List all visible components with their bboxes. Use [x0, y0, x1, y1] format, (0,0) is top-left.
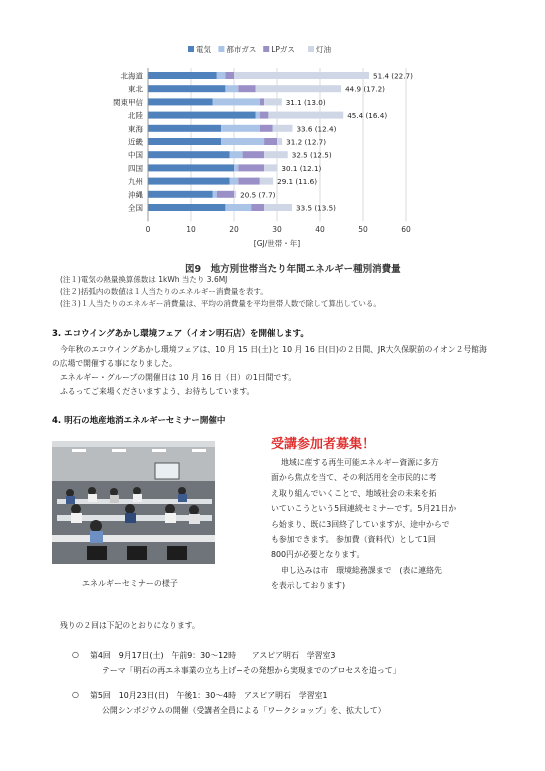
- tick-label: 60: [401, 225, 411, 235]
- legend-label: 灯油: [316, 45, 331, 54]
- tick-label: 10: [186, 225, 196, 235]
- seminar-photo-illustration: [52, 441, 215, 564]
- bar-segment: [148, 151, 230, 158]
- legend-swatch: [218, 46, 224, 52]
- schedule-session-4-theme: テーマ「明石の再エネ事業の立ち上げ−その発想から実現までのプロセスを追って」: [102, 666, 401, 675]
- note-2: (注２)括弧内の数値は１人当たりのエネルギー消費量を表す。: [60, 287, 268, 296]
- bar-segment: [225, 72, 234, 79]
- description-line: 申し込みは市 環境総務課まで (表に連絡先: [281, 565, 442, 575]
- bar-segment: [260, 112, 269, 119]
- section4-title: 4. 明石の地産地消エネルギーセミナー開催中: [52, 416, 226, 426]
- value-label: 31.1 (13.0): [285, 97, 326, 107]
- bar-segment: [213, 191, 217, 198]
- bar-segment: [217, 72, 226, 79]
- section3-line-3: エネルギー・グループの開催日は 10 月 16 日（日）の1日間です。: [60, 373, 297, 382]
- category-label: 沖縄: [128, 190, 143, 200]
- legend-swatch: [188, 46, 194, 52]
- bar-segment: [148, 98, 213, 105]
- category-label: 全国: [128, 203, 143, 213]
- energy-consumption-chart: [105, 38, 450, 278]
- bar-segment: [225, 204, 251, 211]
- description-line: を表示しております): [271, 581, 346, 591]
- note-3: (注３)１人当たりのエネルギー消費量は、平均の消費量を平均世帯人数で除して算出している。: [60, 299, 381, 308]
- legend-swatch: [308, 46, 314, 52]
- category-label: 東海: [128, 124, 143, 134]
- bar-segment: [148, 164, 234, 171]
- bar-segment: [213, 98, 260, 105]
- tick-label: 20: [229, 225, 239, 235]
- value-label: 51.4 (22.7): [373, 71, 413, 81]
- legend-label: 都市ガス: [226, 45, 257, 54]
- schedule-bullet: ○: [72, 690, 79, 699]
- tick-label: 0: [145, 225, 151, 235]
- chart-bars: [113, 71, 413, 213]
- bar-segment: [260, 125, 273, 132]
- note-1: (注１)電気の熱量換算係数は 1kWh 当たり 3.6MJ: [60, 275, 228, 284]
- bar-segment: [217, 191, 234, 198]
- section3-line-1: 今年秋のエコウイングあかし環境フェアは、10 月 15 日(土)と 10 月 16 日(日)の２日間、JR大久保駅前のイオン２号館海: [60, 345, 487, 354]
- recruitment-headline: 受講参加者募集！: [271, 437, 376, 452]
- bar-segment: [264, 151, 288, 158]
- seminar-description: [271, 455, 519, 594]
- tick-label: 40: [315, 225, 325, 235]
- bar-segment: [148, 72, 217, 79]
- bar-segment: [221, 138, 264, 145]
- category-label: 近畿: [128, 137, 143, 147]
- bar-segment: [148, 112, 256, 119]
- bar-segment: [234, 191, 236, 198]
- seminar-photo: [52, 441, 215, 564]
- bar-segment: [230, 178, 239, 185]
- tick-label: 30: [272, 225, 282, 235]
- bar-segment: [148, 85, 225, 92]
- category-label: 中国: [128, 150, 143, 160]
- bar-segment: [260, 178, 273, 185]
- category-label: 北陸: [128, 111, 143, 121]
- bar-segment: [148, 191, 213, 198]
- description-line: ら始まり、既に3回終了していますが、途中からで: [271, 519, 450, 529]
- section3-line-4: ふるってご来場くださいますよう、お待ちしています。: [60, 387, 255, 396]
- bar-segment: [221, 125, 260, 132]
- bar-segment: [148, 178, 230, 185]
- value-label: 20.5 (7.7): [240, 190, 276, 200]
- description-line: も参加できます。 参加費（資料代）として1回: [271, 535, 436, 545]
- value-label: 29.1 (11.6): [277, 177, 318, 187]
- legend-label: 電気: [196, 45, 211, 54]
- section3-line-2: の広場で開催する事になりました。: [52, 359, 177, 368]
- bar-segment: [243, 151, 265, 158]
- tick-label: 50: [358, 225, 368, 235]
- bar-segment: [148, 125, 221, 132]
- bar-segment: [273, 125, 293, 132]
- bar-segment: [268, 112, 343, 119]
- bar-segment: [264, 98, 282, 105]
- value-label: 32.5 (12.5): [291, 150, 332, 160]
- bar-segment: [238, 164, 264, 171]
- bar-segment: [277, 138, 282, 145]
- schedule-bullet: ○: [72, 650, 79, 659]
- legend-label: LPガス: [271, 45, 295, 54]
- legend-swatch: [263, 46, 269, 52]
- bar-segment: [148, 138, 221, 145]
- schedule-session-4: 第4回 9月17日(土) 午前9：30～12時 アスピア明石 学習室3: [90, 651, 336, 660]
- bar-segment: [148, 204, 225, 211]
- category-label: 関東甲信: [113, 97, 143, 107]
- section3-title: 3. エコウイングあかし環境フェア（イオン明石店）を開催します。: [52, 329, 309, 339]
- remaining-sessions-text: 残りの２回は下記のとおりになります。: [60, 621, 200, 630]
- bar-segment: [256, 85, 342, 92]
- schedule-session-5-theme: 公開シンポジウムの開催（受講者全員による「ワークショップ」を、拡大して）: [102, 706, 386, 715]
- schedule-session-5: 第5回 10月23日(日) 午後1：30～4時 アスピア明石 学習室1: [90, 691, 328, 700]
- bar-segment: [225, 85, 238, 92]
- value-label: 31.2 (12.7): [286, 137, 327, 147]
- value-label: 33.6 (12.4): [296, 124, 337, 134]
- bar-segment: [238, 85, 255, 92]
- bar-segment: [234, 164, 238, 171]
- bar-segment: [234, 72, 369, 79]
- chart-svg: [105, 38, 450, 278]
- figure-caption: 図9 地方別世帯当たり年間エネルギー種別消費量: [185, 264, 401, 275]
- bar-segment: [260, 98, 264, 105]
- bar-segment: [230, 151, 243, 158]
- chart-legend: [188, 44, 331, 54]
- value-label: 44.9 (17.2): [345, 84, 385, 94]
- bar-segment: [264, 164, 277, 171]
- x-axis-label: [GJ/世帯・年]: [253, 239, 301, 249]
- category-label: 四国: [128, 163, 143, 173]
- category-label: 北海道: [120, 71, 143, 81]
- description-line: 800円が必要となります。: [271, 550, 365, 560]
- value-label: 33.5 (13.5): [296, 203, 336, 213]
- category-label: 九州: [128, 177, 143, 187]
- description-line: 面から焦点を当て、その利活用を全市民的に考: [271, 473, 437, 483]
- bar-segment: [264, 138, 277, 145]
- bar-segment: [238, 178, 259, 185]
- bar-segment: [251, 204, 264, 211]
- bar-segment: [264, 204, 292, 211]
- category-label: 東北: [128, 84, 143, 94]
- description-line: 地域に産する再生可能エネルギー資源に多方: [281, 458, 439, 467]
- bar-segment: [256, 112, 260, 119]
- value-label: 45.4 (16.4): [347, 111, 388, 121]
- photo-caption: エネルギーセミナーの様子: [82, 579, 178, 588]
- description-line: いていこうという5回連続セミナーです。5月21日か: [271, 504, 457, 514]
- description-line: え取り組んでいくことで、地域社会の未来を拓: [271, 488, 437, 498]
- value-label: 30.1 (12.1): [281, 163, 322, 173]
